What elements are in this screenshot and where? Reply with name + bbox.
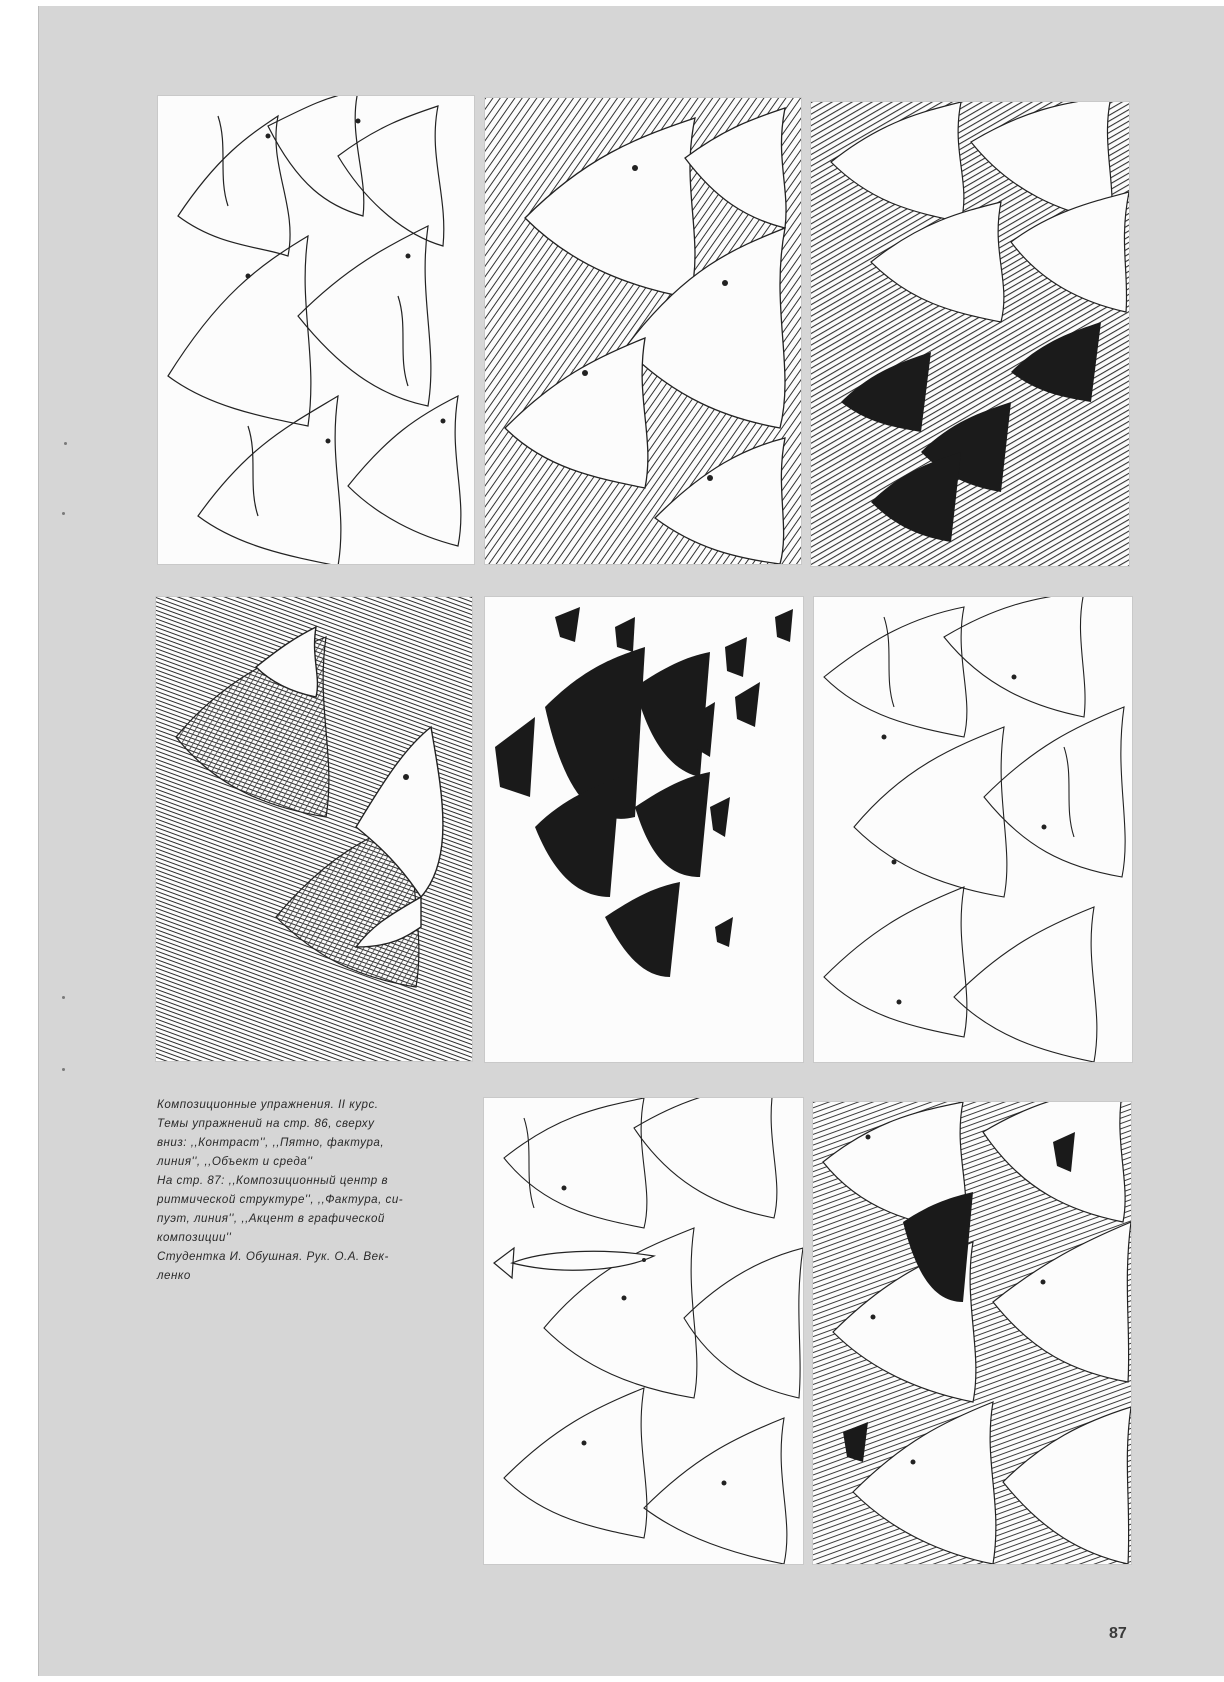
caption-line: Темы упражнений на стр. 86, сверху bbox=[157, 1117, 375, 1130]
page-number: 87 bbox=[1109, 1625, 1127, 1642]
margin-mark bbox=[62, 1068, 65, 1071]
caption-line: вниз: ,,Контраст'', ,,Пятно, фактура, bbox=[157, 1136, 385, 1149]
margin-mark bbox=[62, 512, 65, 515]
fish-dark-hatched-drawing bbox=[811, 102, 1129, 566]
page bbox=[38, 6, 1224, 1676]
illustration-outline-fish-6 bbox=[814, 597, 1132, 1062]
caption-line: ленко bbox=[157, 1269, 191, 1282]
illustration-dense-hatched-fish-4 bbox=[156, 597, 472, 1061]
illustration-outline-fish-1 bbox=[158, 96, 474, 564]
illustration-dark-hatched-fish-3 bbox=[811, 102, 1129, 566]
caption-line: ритмической структуре'', ,,Фактура, си- bbox=[157, 1193, 404, 1206]
illustration-hatched-fish-2 bbox=[485, 98, 801, 564]
margin-mark bbox=[62, 996, 65, 999]
caption bbox=[157, 1095, 470, 1285]
caption-line: линия'', ,,Объект и среда'' bbox=[157, 1155, 313, 1168]
margin-mark bbox=[64, 442, 67, 445]
illustration-outline-fish-7 bbox=[484, 1098, 803, 1564]
illustration-hatched-fish-accent-8 bbox=[813, 1102, 1131, 1564]
caption-line: Студентка И. Обушная. Рук. О.А. Век- bbox=[157, 1250, 389, 1263]
fish-hatched-drawing bbox=[485, 98, 801, 564]
fish-hatched-accent-drawing bbox=[813, 1102, 1131, 1564]
fish-silhouette-drawing bbox=[485, 597, 803, 1062]
fish-outline-drawing bbox=[814, 597, 1132, 1062]
fish-dense-hatched-drawing bbox=[156, 597, 472, 1061]
illustration-black-silhouette-fish-5 bbox=[485, 597, 803, 1062]
caption-line: пуэт, линия'', ,,Акцент в графической bbox=[157, 1212, 385, 1225]
fish-outline-drawing bbox=[158, 96, 474, 564]
caption-line: Композиционные упражнения. II курс. bbox=[157, 1098, 379, 1111]
caption-line: композиции'' bbox=[157, 1231, 232, 1244]
caption-line: На стр. 87: ,,Композиционный центр в bbox=[157, 1174, 388, 1187]
fish-outline-long-fish-drawing bbox=[484, 1098, 803, 1564]
